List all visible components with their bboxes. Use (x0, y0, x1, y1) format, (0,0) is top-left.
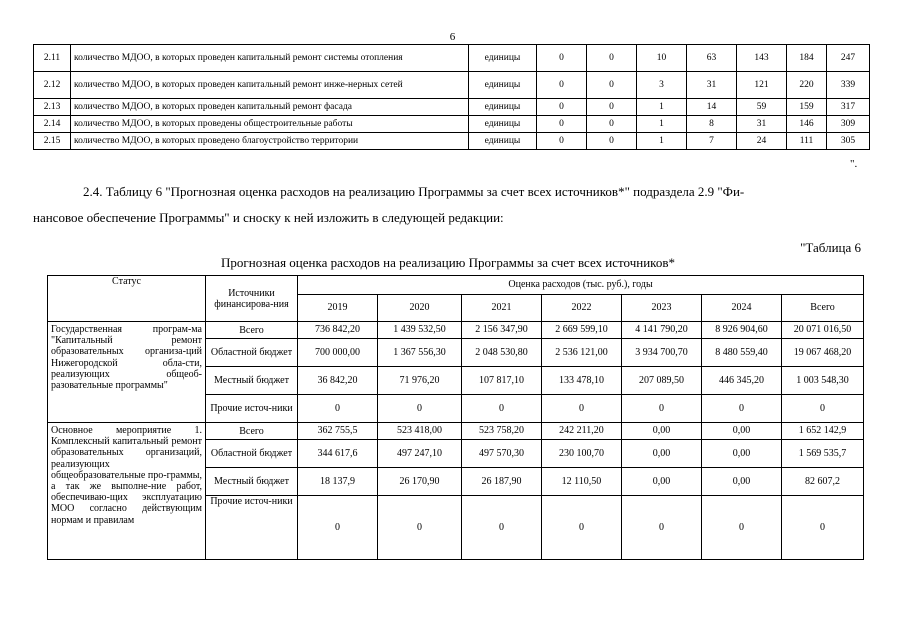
expense-value: 0 (298, 496, 378, 560)
indicator-unit: единицы (469, 72, 537, 99)
indicator-row (34, 45, 870, 72)
expense-value: 0 (298, 395, 378, 423)
expense-row (48, 322, 864, 339)
expense-value: 0 (622, 395, 702, 423)
header-year: Всего (782, 295, 864, 322)
expense-value: 4 141 790,20 (622, 322, 702, 339)
expense-value: 2 156 347,90 (462, 322, 542, 339)
expense-value: 0 (542, 395, 622, 423)
amendment-paragraph-line-1: 2.4. Таблицу 6 "Прогнозная оценка расходов на реализацию Программы за счет всех источников*" подраздела 2.9 "Фи- (83, 184, 745, 199)
indicator-description: количество МДОО, в которых проведен капитальный ремонт инже-нерных сетей (71, 72, 469, 99)
expense-value: 0 (378, 395, 462, 423)
expense-value: 242 211,20 (542, 423, 622, 440)
indicator-value: 0 (587, 133, 637, 150)
expense-value: 71 976,20 (378, 367, 462, 395)
indicator-value: 1 (637, 133, 687, 150)
page-number: 6 (449, 31, 456, 43)
expense-value: 0,00 (702, 423, 782, 440)
expense-value: 0,00 (622, 440, 702, 468)
indicator-description: количество МДОО, в которых проведено благоустройство территории (71, 133, 469, 150)
indicator-value: 0 (587, 45, 637, 72)
indicator-description: количество МДОО, в которых проведены общестроительные работы (71, 116, 469, 133)
indicator-row (34, 99, 870, 116)
header-year: 2023 (622, 295, 702, 322)
indicator-value: 31 (737, 116, 787, 133)
expense-value: 2 536 121,00 (542, 339, 622, 367)
indicator-value: 24 (737, 133, 787, 150)
indicator-value: 7 (687, 133, 737, 150)
indicator-value: 63 (687, 45, 737, 72)
indicator-value: 1 (637, 99, 687, 116)
indicator-value: 14 (687, 99, 737, 116)
expense-value: 2 669 599,10 (542, 322, 622, 339)
funding-source: Всего (206, 423, 298, 440)
indicator-value: 0 (587, 116, 637, 133)
expense-value: 0 (782, 496, 864, 560)
expense-value: 1 003 548,30 (782, 367, 864, 395)
indicator-value: 0 (587, 99, 637, 116)
status-cell: Основное мероприятие 1. Комплексный капитальный ремонт образовательных организаций, реализующих общеобразовательные про-граммы, а так же выполне-ние работ, обеспечиваю-щих эксплуатацию МОО согласно действующим нормам и правилам (48, 423, 206, 560)
table-caption: "Таблица 6 (800, 240, 861, 255)
indicator-value: 339 (827, 72, 870, 99)
indicator-row (34, 116, 870, 133)
indicator-number: 2.15 (34, 133, 71, 150)
funding-source: Местный бюджет (206, 468, 298, 496)
expense-forecast-table (47, 275, 864, 560)
expense-value: 0 (782, 395, 864, 423)
indicator-value: 146 (787, 116, 827, 133)
indicator-unit: единицы (469, 99, 537, 116)
indicator-value: 0 (537, 45, 587, 72)
expense-value: 26 187,90 (462, 468, 542, 496)
expense-value: 0,00 (622, 423, 702, 440)
expense-value: 1 439 532,50 (378, 322, 462, 339)
status-cell: Государственная програм-ма "Капитальный ремонт образовательных организа-ций Нижегородской обла-сти, реализующих общеоб-разовательные программы" (48, 322, 206, 423)
indicator-value: 0 (537, 72, 587, 99)
expense-value: 8 926 904,60 (702, 322, 782, 339)
table-title: Прогнозная оценка расходов на реализацию Программы за счет всех источников* (221, 255, 675, 270)
closing-quote-mark: ". (850, 158, 858, 170)
indicator-value: 0 (587, 72, 637, 99)
expense-value: 0,00 (622, 468, 702, 496)
indicator-value: 111 (787, 133, 827, 150)
indicator-unit: единицы (469, 45, 537, 72)
expense-value: 82 607,2 (782, 468, 864, 496)
expense-value: 0,00 (702, 468, 782, 496)
indicator-value: 0 (537, 116, 587, 133)
expense-value: 523 758,20 (462, 423, 542, 440)
funding-source: Местный бюджет (206, 367, 298, 395)
expense-value: 26 170,90 (378, 468, 462, 496)
expense-value: 133 478,10 (542, 367, 622, 395)
indicator-value: 59 (737, 99, 787, 116)
expense-value: 36 842,20 (298, 367, 378, 395)
expense-value: 523 418,00 (378, 423, 462, 440)
expense-value: 497 570,30 (462, 440, 542, 468)
funding-source: Прочие источ-ники (206, 496, 298, 560)
expense-value: 497 247,10 (378, 440, 462, 468)
header-year: 2022 (542, 295, 622, 322)
indicator-row (34, 133, 870, 150)
header-year: 2019 (298, 295, 378, 322)
indicator-table (33, 44, 870, 150)
indicator-number: 2.14 (34, 116, 71, 133)
expense-value: 0,00 (702, 440, 782, 468)
indicator-value: 159 (787, 99, 827, 116)
funding-source: Прочие источ-ники (206, 395, 298, 423)
expense-value: 1 367 556,30 (378, 339, 462, 367)
expense-value: 3 934 700,70 (622, 339, 702, 367)
header-status: Статус (48, 276, 206, 322)
expense-value: 0 (378, 496, 462, 560)
expense-value: 0 (702, 496, 782, 560)
expense-value: 1 569 535,7 (782, 440, 864, 468)
expense-value: 8 480 559,40 (702, 339, 782, 367)
indicator-value: 0 (537, 133, 587, 150)
expense-value: 446 345,20 (702, 367, 782, 395)
expense-value: 107 817,10 (462, 367, 542, 395)
funding-source: Всего (206, 322, 298, 339)
indicator-value: 3 (637, 72, 687, 99)
expense-value: 2 048 530,80 (462, 339, 542, 367)
expense-value: 12 110,50 (542, 468, 622, 496)
expense-value: 736 842,20 (298, 322, 378, 339)
expense-value: 1 652 142,9 (782, 423, 864, 440)
expense-value: 362 755,5 (298, 423, 378, 440)
funding-source: Областной бюджет (206, 440, 298, 468)
indicator-row (34, 72, 870, 99)
indicator-unit: единицы (469, 133, 537, 150)
expense-value: 0 (702, 395, 782, 423)
header-estimate: Оценка расходов (тыс. руб.), годы (298, 276, 864, 295)
indicator-description: количество МДОО, в которых проведен капитальный ремонт фасада (71, 99, 469, 116)
expense-value: 20 071 016,50 (782, 322, 864, 339)
expense-value: 0 (542, 496, 622, 560)
indicator-value: 10 (637, 45, 687, 72)
header-year: 2024 (702, 295, 782, 322)
indicator-value: 121 (737, 72, 787, 99)
indicator-value: 1 (637, 116, 687, 133)
indicator-value: 31 (687, 72, 737, 99)
indicator-value: 309 (827, 116, 870, 133)
indicator-value: 247 (827, 45, 870, 72)
header-year: 2020 (378, 295, 462, 322)
indicator-value: 184 (787, 45, 827, 72)
indicator-value: 8 (687, 116, 737, 133)
indicator-value: 220 (787, 72, 827, 99)
indicator-value: 317 (827, 99, 870, 116)
indicator-value: 143 (737, 45, 787, 72)
expense-value: 0 (622, 496, 702, 560)
indicator-number: 2.11 (34, 45, 71, 72)
expense-row (48, 423, 864, 440)
indicator-description: количество МДОО, в которых проведен капитальный ремонт системы отопления (71, 45, 469, 72)
indicator-number: 2.12 (34, 72, 71, 99)
expense-value: 207 089,50 (622, 367, 702, 395)
amendment-paragraph-line-2: нансовое обеспечение Программы" и сноску к ней изложить в следующей редакции: (33, 210, 504, 225)
expense-value: 18 137,9 (298, 468, 378, 496)
indicator-value: 305 (827, 133, 870, 150)
indicator-unit: единицы (469, 116, 537, 133)
expense-value: 0 (462, 395, 542, 423)
expense-value: 0 (462, 496, 542, 560)
header-year: 2021 (462, 295, 542, 322)
expense-value: 230 100,70 (542, 440, 622, 468)
indicator-number: 2.13 (34, 99, 71, 116)
funding-source: Областной бюджет (206, 339, 298, 367)
expense-value: 700 000,00 (298, 339, 378, 367)
expense-value: 19 067 468,20 (782, 339, 864, 367)
header-sources: Источники финансирова-ния (206, 276, 298, 322)
indicator-value: 0 (537, 99, 587, 116)
expense-value: 344 617,6 (298, 440, 378, 468)
